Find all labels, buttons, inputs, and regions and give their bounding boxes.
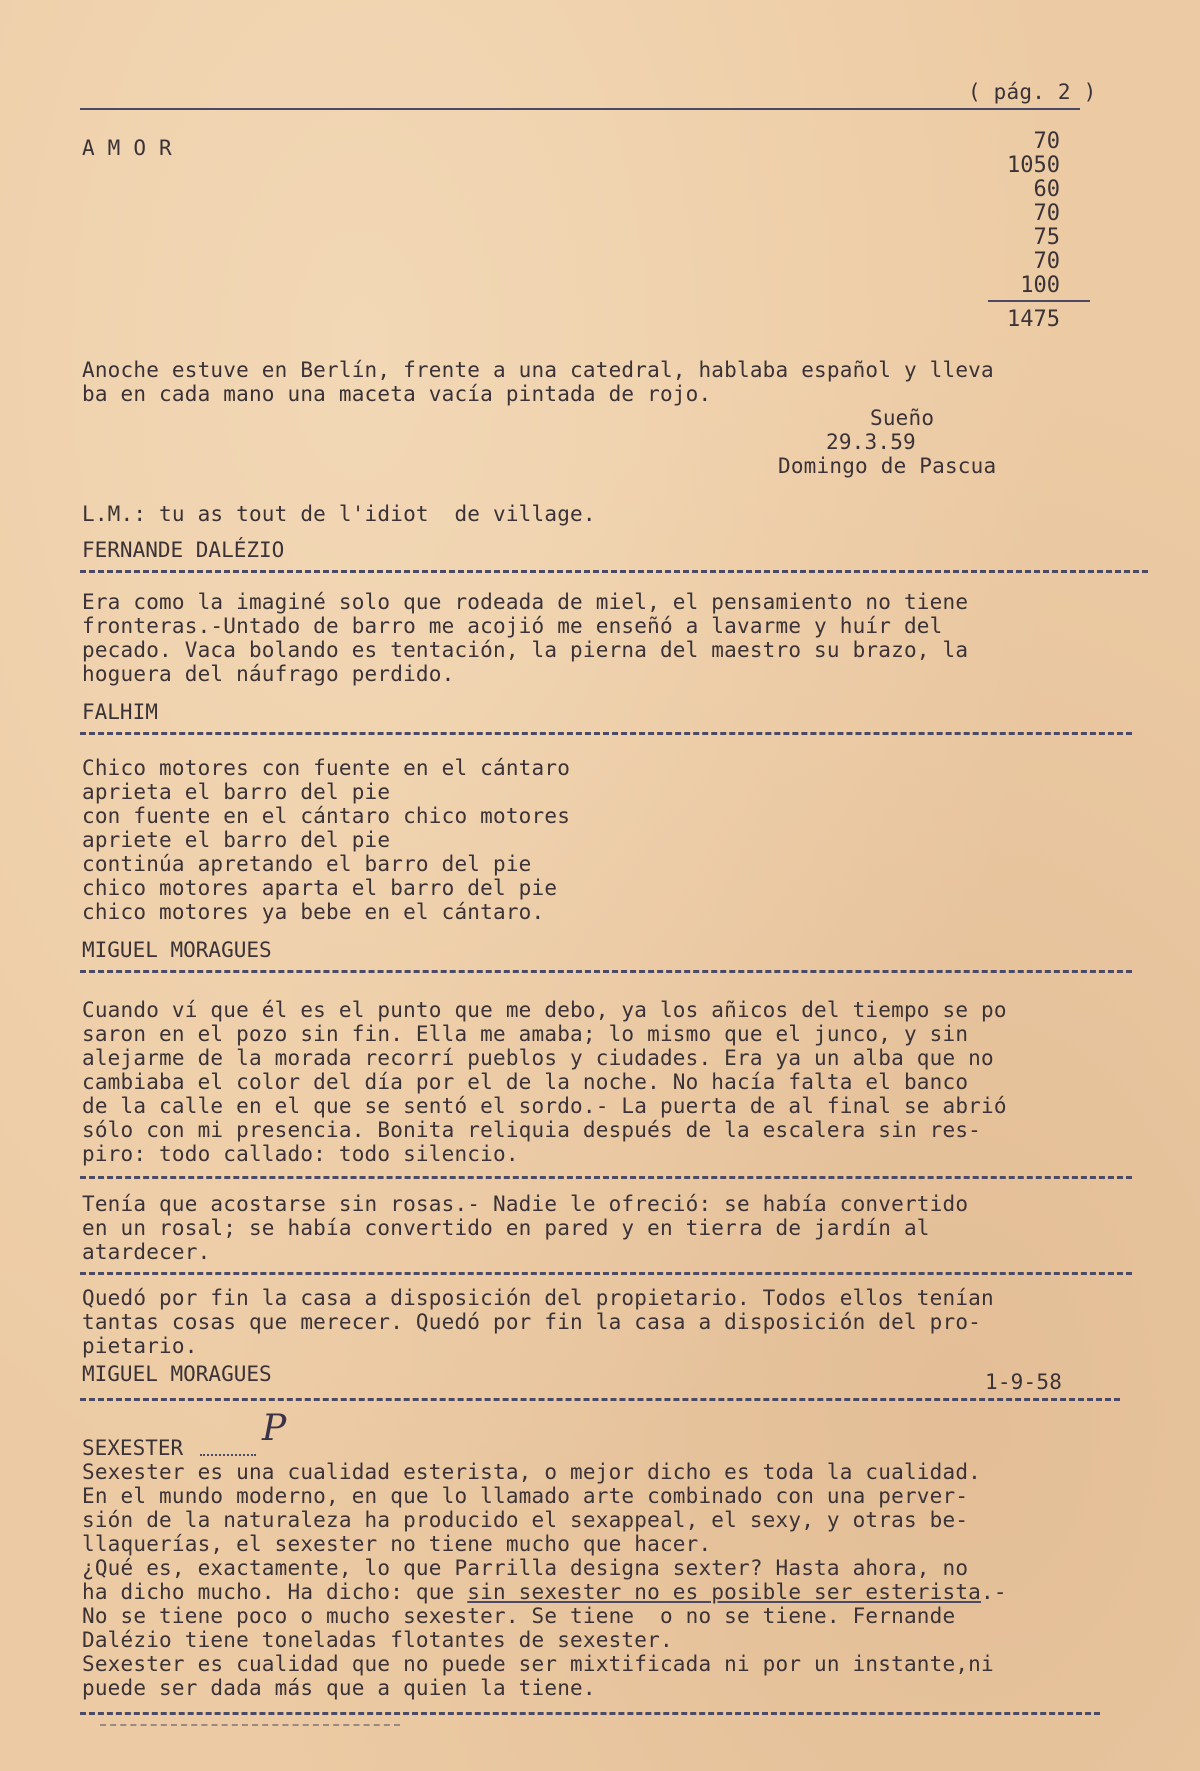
prose-line: Quedó por fin la casa a disposición del propietario. Todos ellos tenían [82,1286,994,1310]
dalezio-line: L.M.: tu as tout de l'idiot de village. [82,502,596,526]
dalezio-author: FERNANDE DALÉZIO [82,538,285,562]
amor-number: 1050 [1007,153,1060,178]
amor-number: 100 [1020,273,1060,298]
sexester-line-start: ha dicho mucho. Ha dicho: que [82,1580,455,1604]
prose-line: alejarme de la morada recorrí pueblos y ciudades. Era ya un alba que no [82,1046,994,1070]
poem-line: continúa apretando el barro del pie [82,852,532,876]
poem-line: chico motores aparta el barro del pie [82,876,558,900]
sexester-line: En el mundo moderno, en que lo llamado arte combinado con una perver- [82,1484,969,1508]
amor-title: A M O R [82,136,172,160]
amor-note-line: 29.3.59 [826,430,916,454]
prose-line: en un rosal; se había convertido en pared y en tierra de jardín al [82,1216,930,1240]
falhim-line: pecado. Vaca bolando es tentación, la pierna del maestro su brazo, la [82,638,969,662]
amor-number-column [970,130,1060,340]
sum-rule [988,300,1090,302]
prose-line: atardecer. [82,1240,211,1264]
sexester-line: Sexester es una cualidad esterista, o mejor dicho es toda la cualidad. [82,1460,982,1484]
poem-line: chico motores ya bebe en el cántaro. [82,900,545,924]
amor-number: 70 [1033,129,1060,154]
falhim-line: fronteras.-Untado de barro me acojió me enseñó a lavarme y huír del [82,614,943,638]
amor-number: 70 [1033,249,1060,274]
falhim-line: Era como la imaginé solo que rodeada de miel, el pensamiento no tiene [82,590,969,614]
amor-number: 70 [1033,201,1060,226]
sexester-line: Sexester es cualidad que no puede ser mixtificada ni por un instante,ni [82,1652,994,1676]
falhim-author: FALHIM [82,700,158,724]
amor-note-line: Domingo de Pascua [778,454,997,478]
prose-line: tantas cosas que merecer. Quedó por fin la casa a disposición del pro- [82,1310,982,1334]
sexester-line: sión de la naturaleza ha producido el sexappeal, el sexy, y otras be- [82,1508,969,1532]
sexester-line: llaquerías, el sexester no tiene mucho que hacer. [82,1532,712,1556]
underlined-phrase: sin sexester no es posible ser esterista [467,1580,982,1604]
page-number: ( pág. 2 ) [968,80,1097,104]
prose-line: Tenía que acostarse sin rosas.- Nadie le ofreció: se había convertido [82,1192,969,1216]
amor-total: 1475 [1007,307,1060,332]
bottom-rule [80,1712,1100,1715]
amor-text-line: Anoche estuve en Berlín, frente a una catedral, hablaba español y lleva [82,358,994,382]
section-rule [80,1398,1120,1401]
prose-line: sólo con mi presencia. Bonita reliquia después de la escalera sin res- [82,1118,982,1142]
sexester-line: puede ser dada más que a quien la tiene. [82,1676,596,1700]
poem-line: con fuente en el cántaro chico motores [82,804,571,828]
poem-line: Chico motores con fuente en el cántaro [82,756,571,780]
sexester-line: Dalézio tiene toneladas flotantes de sexester. [82,1628,673,1652]
underline-trailing: .- [981,1580,1007,1604]
prose-line: pietario. [82,1334,198,1358]
sexester-line: No se tiene poco o mucho sexester. Se tiene o no se tiene. Fernande [82,1604,956,1628]
sexester-line: ¿Qué es, exactamente, lo que Parrilla designa sexter? Hasta ahora, no [82,1556,969,1580]
amor-number: 75 [1033,225,1060,250]
handwritten-mark: P [262,1408,287,1449]
bottom-rule-faint [100,1724,400,1726]
falhim-line: hoguera del náufrago perdido. [82,662,455,686]
section-rule [80,1176,1132,1179]
prose-line: Cuando ví que él es el punto que me debo, ya los añicos del tiempo se po [82,998,1007,1022]
section-rule [80,732,1132,735]
header-rule [80,108,1080,110]
amor-number: 60 [1033,177,1060,202]
title-dotted-rule [200,1454,256,1456]
prose-author: MIGUEL MORAGUES [82,1362,272,1386]
poem-author: MIGUEL MORAGUES [82,938,272,962]
prose-date: 1-9-58 [985,1370,1063,1394]
section-rule [80,570,1148,573]
section-rule [80,970,1132,973]
sexester-line-with-emphasis [82,1580,1007,1604]
prose-line: de la calle en el que se sentó el sordo.- La puerta de al final se abrió [82,1094,1007,1118]
amor-note-line: Sueño [870,406,935,430]
poem-line: aprieta el barro del pie [82,780,391,804]
poem-line: apriete el barro del pie [82,828,391,852]
prose-line: piro: todo callado: todo silencio. [82,1142,519,1166]
prose-line: cambiaba el color del día por el de la noche. No hacía falta el banco [82,1070,969,1094]
section-rule [80,1272,1132,1275]
prose-line: saron en el pozo sin fin. Ella me amaba; lo mismo que el junco, y sin [82,1022,969,1046]
amor-text-line: ba en cada mano una maceta vacía pintada de rojo. [82,382,712,406]
sexester-title: SEXESTER [82,1436,184,1460]
